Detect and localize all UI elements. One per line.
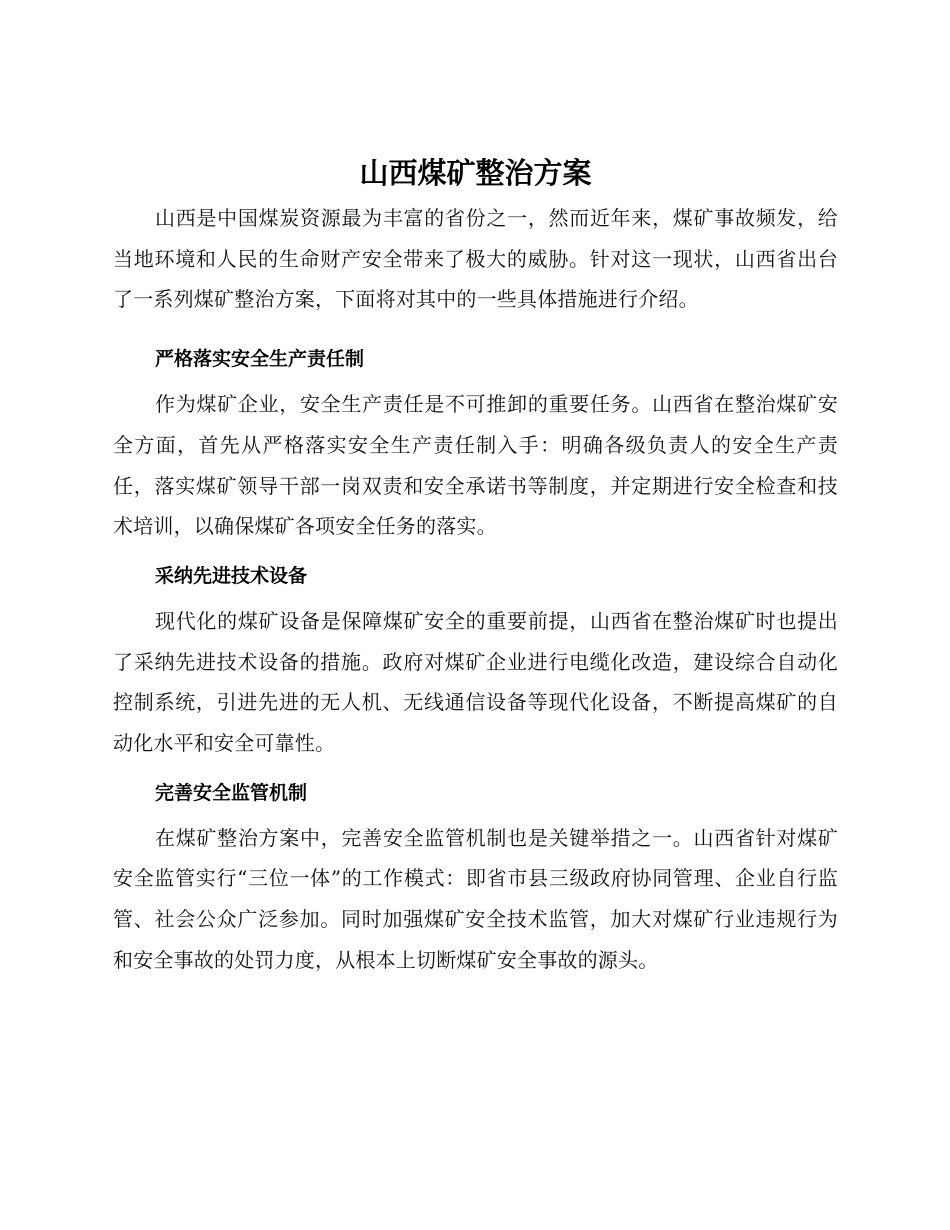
section-body-supervision: 在煤矿整治方案中，完善安全监管机制也是关键举措之一。山西省针对煤矿安全监管实行“三位一体”的工作模式：即省市县三级政府协同管理、企业自行监管、社会公众广泛参加。同时加强煤矿安全技术监管，加大对煤矿行业违规行为和安全事故的处罚力度，从根本上切断煤矿安全事故的源头。: [113, 825, 838, 972]
section-body-technology: 现代化的煤矿设备是保障煤矿安全的重要前提，山西省在整治煤矿时也提出了采纳先进技术设备的措施。政府对煤矿企业进行电缆化改造，建设综合自动化控制系统，引进先进的无人机、无线通信设备等现代化设备，不断提高煤矿的自动化水平和安全可靠性。: [113, 608, 838, 756]
document-content: [113, 148, 838, 989]
section-heading-supervision: 完善安全监管机制: [155, 781, 308, 804]
section-heading-technology: 采纳先进技术设备: [155, 564, 308, 587]
document-title: 山西煤矿整治方案: [359, 156, 592, 190]
section-heading-responsibility: 严格落实安全生产责任制: [155, 348, 365, 371]
intro-paragraph: 山西是中国煤炭资源最为丰富的省份之一，然而近年来，煤矿事故频发，给当地环境和人民的生命财产安全带来了极大的威胁。针对这一现状，山西省出台了一系列煤矿整治方案，下面将对其中的一些具体措施进行介绍。: [113, 206, 838, 312]
section-body-responsibility: 作为煤矿企业，安全生产责任是不可推卸的重要任务。山西省在整治煤矿安全方面，首先从严格落实安全生产责任制入手：明确各级负责人的安全生产责任，落实煤矿领导干部一岗双责和安全承诺书等制度，并定期进行安全检查和技术培训，以确保煤矿各项安全任务的落实。: [113, 392, 838, 539]
